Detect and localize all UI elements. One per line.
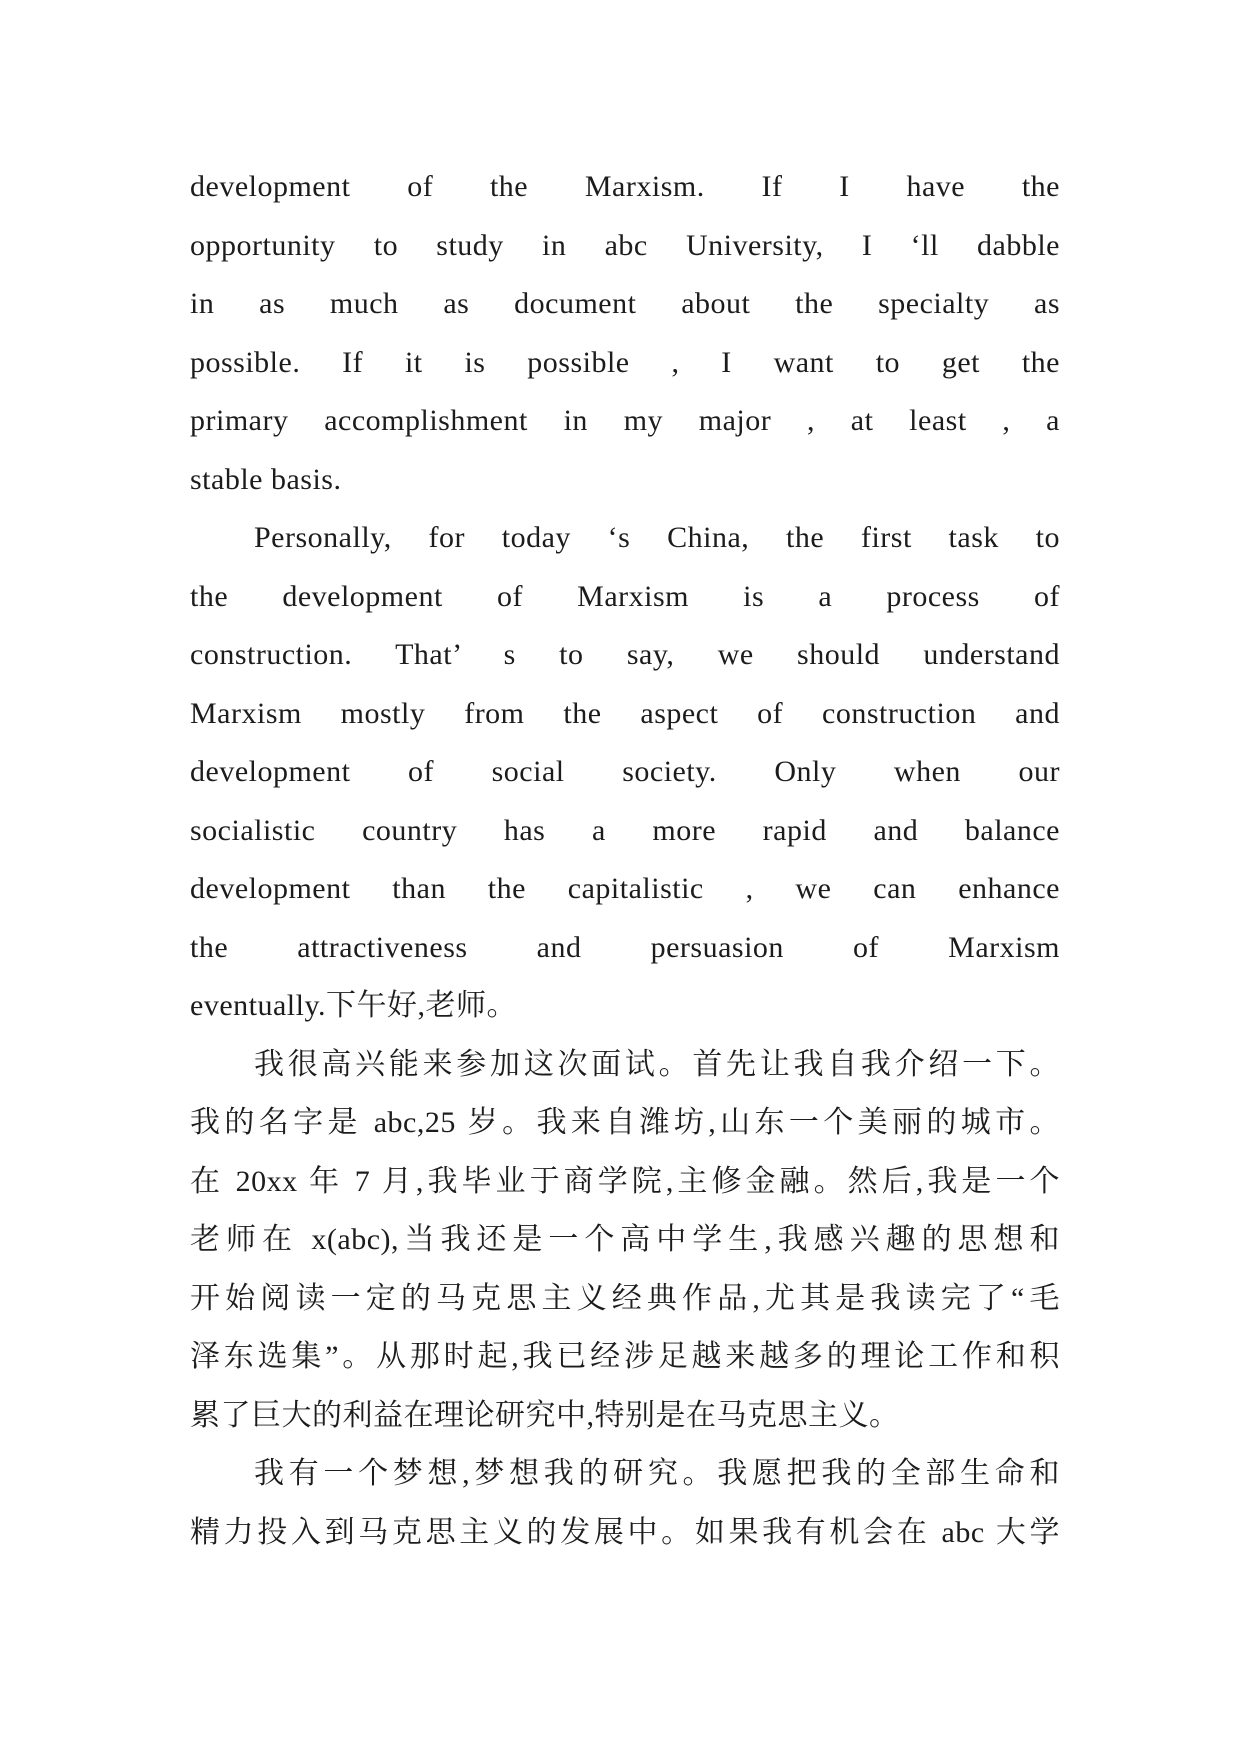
document-line: possible. If it is possible , I want to get the — [190, 345, 1060, 379]
document-line: development of the Marxism. If I have the — [190, 170, 1060, 203]
paragraph-personally — [190, 509, 1060, 1036]
document-line: in as much as document about the specialty as — [190, 287, 1060, 320]
document-line: eventually.下午好,老师。 — [190, 989, 518, 1022]
document-line: construction. That’ s to say, we should understand — [190, 638, 1060, 671]
document-line: 我很高兴能来参加这次面试。首先让我自我介绍一下。 — [254, 1047, 1060, 1081]
document-line: development than the capitalistic , we can enhance — [190, 872, 1060, 905]
paragraph-chinese-dream — [190, 1445, 1060, 1562]
document-line: stable basis. — [190, 462, 342, 496]
paragraph-chinese-intro — [190, 1036, 1060, 1446]
document-line: 泽东选集”。从那时起,我已经涉足越来越多的理论工作和积 — [190, 1340, 1060, 1373]
document-line: 我有一个梦想,梦想我的研究。我愿把我的全部生命和 — [254, 1457, 1060, 1490]
document-line: socialistic country has a more rapid and balance — [190, 813, 1060, 847]
document-line: Personally, for today ‘s China, the first task to — [254, 521, 1060, 554]
document-line: 累了巨大的利益在理论研究中,特别是在马克思主义。 — [190, 1398, 900, 1432]
document-line: 我的名字是 abc,25 岁。我来自潍坊,山东一个美丽的城市。 — [190, 1106, 1060, 1139]
document-line: opportunity to study in abc University, I ‘ll dabble — [190, 228, 1060, 262]
document-line: 精力投入到马克思主义的发展中。如果我有机会在 abc 大学 — [190, 1515, 1060, 1549]
document-line: the attractiveness and persuasion of Marxism — [190, 930, 1060, 964]
document-line: 老师在 x(abc),当我还是一个高中学生,我感兴趣的思想和 — [190, 1223, 1060, 1256]
document-line: 开始阅读一定的马克思主义经典作品,尤其是我读完了“毛 — [190, 1281, 1060, 1315]
document-line: 在 20xx 年 7 月,我毕业于商学院,主修金融。然后,我是一个 — [190, 1164, 1060, 1198]
document-line: development of social society. Only when our — [190, 755, 1060, 788]
document-line: primary accomplishment in my major , at least , a — [190, 404, 1060, 437]
paragraph-english-continuation — [190, 158, 1060, 509]
document-line: the development of Marxism is a process of — [190, 579, 1060, 613]
document-line: Marxism mostly from the aspect of construction and — [190, 696, 1060, 730]
